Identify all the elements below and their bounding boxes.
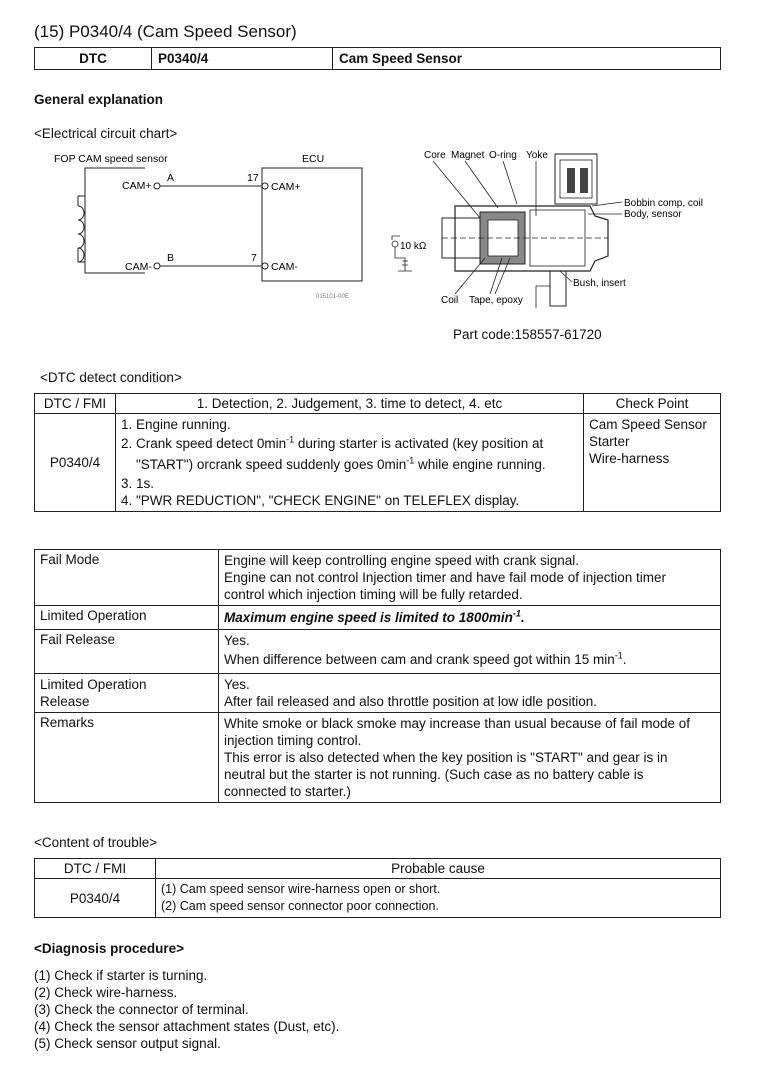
lor-line: Yes. (224, 677, 250, 692)
diagnosis-heading: <Diagnosis procedure> (34, 941, 185, 956)
diagnosis-step: (5) Check sensor output signal. (34, 1036, 221, 1051)
content-of-trouble-label: <Content of trouble> (34, 835, 158, 850)
pin-a-label: A (167, 172, 175, 184)
trouble-causes (156, 879, 721, 918)
remarks-line: neutral but the starter is not running. (Such case as no battery cable is (224, 767, 644, 782)
fail-release-text (219, 630, 721, 674)
figure-code: 015101-00E (316, 294, 349, 300)
part-code: Part code:158557-61720 (453, 327, 602, 342)
remarks-line: injection timing control. (224, 733, 362, 748)
pin-17-label: 17 (247, 172, 259, 184)
magnet-label: Magnet (451, 150, 485, 161)
pin-7-label: 7 (251, 252, 257, 264)
limited-operation-release-label: Limited Operation Release (35, 674, 219, 713)
limited-operation-release-text (219, 674, 721, 713)
fail-mode-line: Engine will keep controlling engine speed with crank signal. (224, 553, 579, 568)
check-point-item: Starter (589, 434, 630, 449)
terminal-7 (262, 263, 268, 269)
dtc-header-name: Cam Speed Sensor (333, 48, 721, 70)
dtc-header-code: P0340/4 (152, 48, 333, 70)
remarks-line: This error is also detected when the key position is "START" and gear is in (224, 750, 668, 765)
trouble-header-dtc: DTC / FMI (35, 859, 156, 879)
trouble-header-cause: Probable cause (156, 859, 721, 879)
limited-operation-label: Limited Operation (35, 606, 219, 630)
detect-header-dtc: DTC / FMI (35, 394, 116, 414)
trouble-table (34, 858, 721, 918)
dtc-detect-label: <DTC detect condition> (40, 370, 182, 385)
cam-plus-label: CAM+ (122, 180, 152, 192)
general-explanation-heading: General explanation (34, 92, 164, 107)
terminal-a (154, 183, 160, 189)
cam-minus-label: CAM- (125, 261, 152, 273)
diagnosis-step: (2) Check wire-harness. (34, 985, 178, 1000)
dtc-header-table (34, 47, 721, 70)
body-label: Body, sensor (624, 209, 682, 220)
detect-header-checkpoint: Check Point (584, 394, 721, 414)
fail-mode-table (34, 549, 721, 803)
ecu-label: ECU (302, 153, 325, 165)
remarks-text (219, 713, 721, 803)
cause-line: (2) Cam speed sensor connector poor connection. (161, 899, 439, 913)
check-points (584, 414, 721, 512)
fail-mode-line: Engine can not control Injection timer and have fail mode of injection timer (224, 570, 666, 585)
diagnosis-steps (34, 967, 339, 1052)
detect-line: 2. Crank speed detect $0\min^{-1}$ during starter is activated (key position at (121, 434, 544, 451)
fail-release-label: Fail Release (35, 630, 219, 674)
coil-symbol (78, 196, 84, 262)
trouble-code: P0340/4 (35, 879, 156, 918)
oring-label: O-ring (489, 150, 517, 161)
remarks-label: Remarks (35, 713, 219, 803)
diagnosis-step: (4) Check the sensor attachment states (Dust, etc). (34, 1019, 340, 1034)
sensor-cross-section (380, 146, 725, 316)
coil-label: Coil (441, 295, 459, 306)
tape-label: Tape, epoxy (469, 295, 523, 306)
terminal-17 (262, 183, 268, 189)
fail-release-line: Yes. (224, 633, 250, 648)
detect-conditions (116, 414, 584, 512)
resistance-label: 10 kΩ (400, 241, 427, 252)
ecu-cam-minus-label: CAM- (271, 261, 298, 273)
detect-line: 1. Engine running. (121, 417, 231, 432)
check-point-item: Cam Speed Sensor (589, 417, 707, 432)
detect-header-detection: 1. Detection, 2. Judgement, 3. time to detect, 4. etc (116, 394, 584, 414)
terminal-b (154, 263, 160, 269)
bobbin-label: Bobbin comp, coil (624, 198, 703, 209)
detect-line: "START") orcrank speed suddenly goes $0\min^{-1}$ while engine running. (136, 455, 546, 472)
page-title: (15) P0340/4 (Cam Speed Sensor) (34, 22, 297, 41)
circuit-chart-label: <Electrical circuit chart> (34, 126, 178, 141)
bush-label: Bush, insert (573, 278, 626, 289)
sensor-label: FOP CAM speed sensor (54, 153, 168, 165)
circuit-diagram (40, 148, 370, 303)
remarks-line: White smoke or black smoke may increase than usual because of fail mode of (224, 716, 690, 731)
fail-release-line: When difference between cam and crank speed got within 15 $\min^{-1}$. (224, 650, 627, 667)
fail-mode-line: control which injection timing will be fully retarded. (224, 587, 523, 602)
detect-line: 4. "PWR REDUCTION", "CHECK ENGINE" on TELEFLEX display. (121, 493, 520, 508)
diagnosis-step: (3) Check the connector of terminal. (34, 1002, 249, 1017)
cause-line: (1) Cam speed sensor wire-harness open or short. (161, 882, 441, 896)
remarks-line: connected to starter.) (224, 784, 351, 799)
yoke-label: Yoke (526, 150, 548, 161)
lor-line: After fail released and also throttle position at low idle position. (224, 694, 597, 709)
fail-mode-text (219, 550, 721, 606)
detect-line: 3. 1s. (121, 476, 155, 491)
fail-mode-label: Fail Mode (35, 550, 219, 606)
detect-code: P0340/4 (35, 414, 116, 512)
limited-operation-text: Maximum engine speed is limited to $1800\min^{-1}$. (219, 606, 721, 630)
check-point-item: Wire-harness (589, 451, 670, 466)
detect-condition-table (34, 393, 721, 512)
diagnosis-step: (1) Check if starter is turning. (34, 968, 208, 983)
pin-b-label: B (167, 252, 175, 264)
dtc-header-label: DTC (35, 48, 152, 70)
core-label: Core (424, 150, 446, 161)
ecu-cam-plus-label: CAM+ (271, 181, 301, 193)
